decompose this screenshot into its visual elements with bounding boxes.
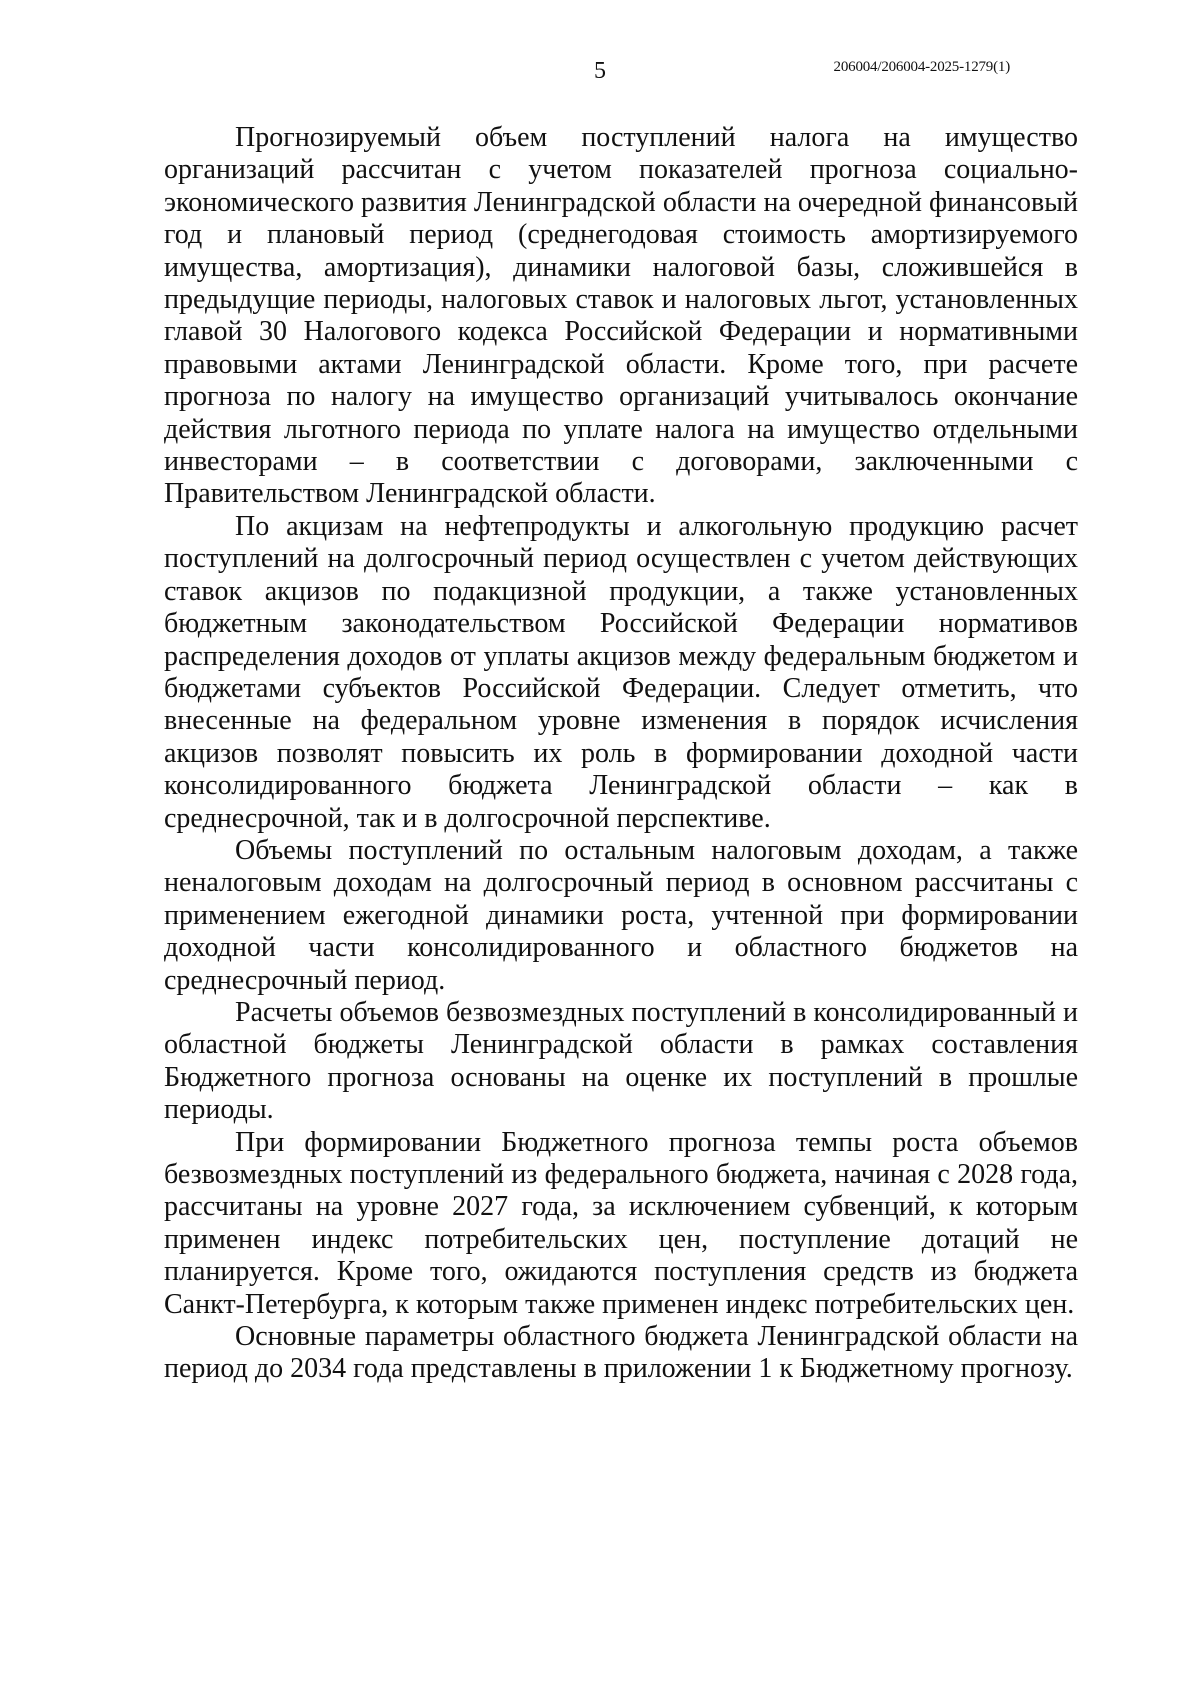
- document-id: 206004/206004-2025-1279(1): [833, 59, 1010, 75]
- paragraph-property-tax: Прогнозируемый объем поступлений налога на имущество организаций рассчитан с учетом показателей прогноза социально-экономического развития Ленинградской области на очередной финансовый год и плановый период (среднегодовая стоимость амортизируемого имущества, амортизация), динамики налоговой базы, сложившейся в предыдущие периоды, налоговых ставок и налоговых льгот, установленных главой 30 Налогового кодекса Российской Федерации и нормативными правовыми актами Ленинградской области. Кроме того, при расчете прогноза по налогу на имущество организаций учитывалось окончание действия льготного периода по уплате налога на имущество отдельными инвесторами – в соответствии с договорами, заключенными с Правительством Ленинградской области.: [164, 122, 1078, 510]
- paragraph-main-parameters: Основные параметры областного бюджета Ленинградской области на период до 2034 года представлены в приложении 1 к Бюджетному прогнозу.: [164, 1321, 1078, 1385]
- paragraph-other-revenues: Объемы поступлений по остальным налоговым доходам, а также неналоговым доходам на долгосрочный период в основном рассчитаны с применением ежегодной динамики роста, учтенной при формировании доходной части консолидированного и областного бюджетов на среднесрочный период.: [164, 834, 1078, 996]
- paragraph-federal-transfers: При формировании Бюджетного прогноза темпы роста объемов безвозмездных поступлений из федерального бюджета, начиная с 2028 года, рассчитаны на уровне 2027 года, за исключением субвенций, к которым применен индекс потребительских цен, поступление дотаций не планируется. Кроме того, ожидаются поступления средств из бюджета Санкт-Петербурга, к которым также применен индекс потребительских цен.: [164, 1126, 1078, 1320]
- page-number: 5: [594, 58, 606, 84]
- paragraph-gratuitous-receipts: Расчеты объемов безвозмездных поступлений в консолидированный и областной бюджеты Ленинградской области в рамках составления Бюджетного прогноза основаны на оценке их поступлений в прошлые периоды.: [164, 996, 1078, 1126]
- paragraph-excise: По акцизам на нефтепродукты и алкогольную продукцию расчет поступлений на долгосрочный период осуществлен с учетом действующих ставок акцизов по подакцизной продукции, а также установленных бюджетным законодательством Российской Федерации нормативов распределения доходов от уплаты акцизов между федеральным бюджетом и бюджетами субъектов Российской Федерации. Следует отметить, что внесенные на федеральном уровне изменения в порядок исчисления акцизов позволят повысить их роль в формировании доходной части консолидированного бюджета Ленинградской области – как в среднесрочной, так и в долгосрочной перспективе.: [164, 510, 1078, 834]
- document-body: [164, 122, 1078, 1386]
